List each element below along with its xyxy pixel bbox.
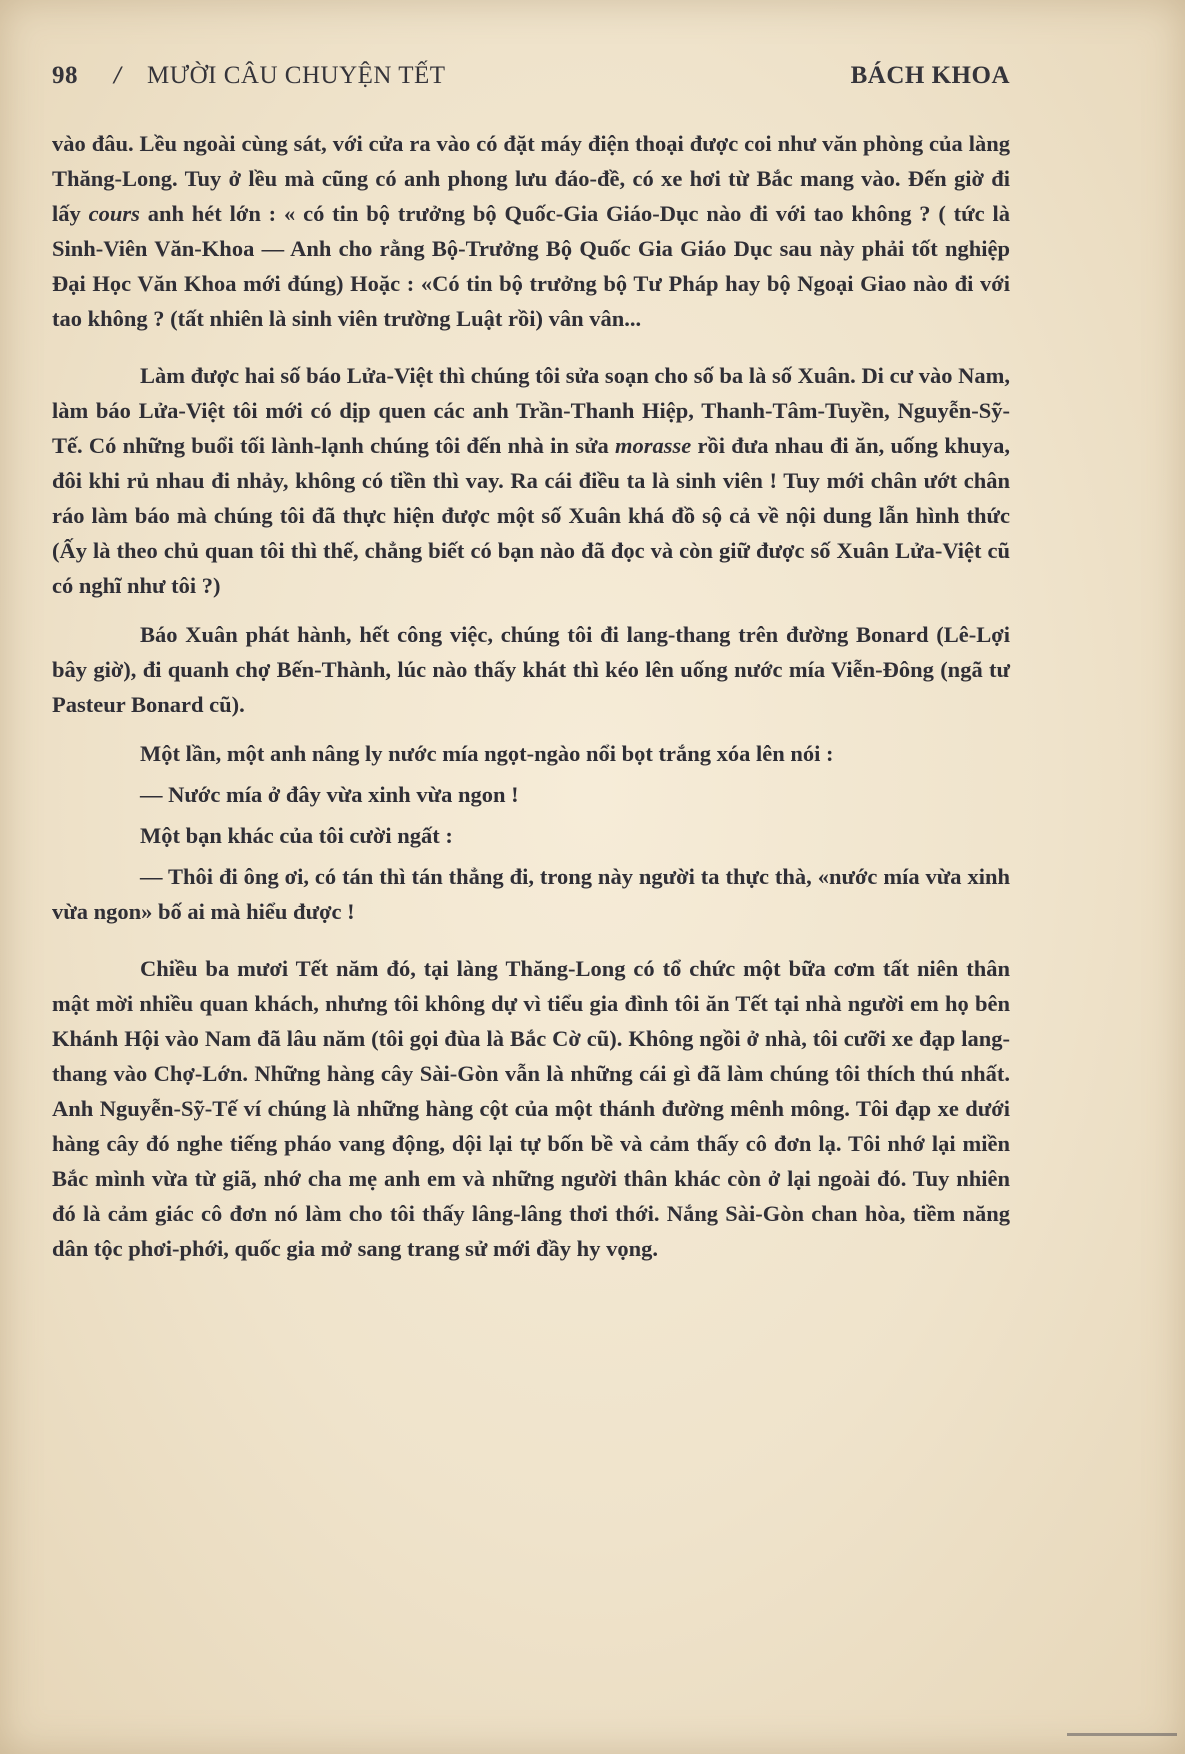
paragraph: Một bạn khác của tôi cười ngất : [140, 823, 453, 848]
dialogue-line: — Nước mía ở đây vừa xinh vừa ngon ! [140, 782, 519, 807]
dialogue-line: — Thôi đi ông ơi, có tán thì tán thẳng đi, trong này người ta thực thà, «nước mía vừa xinh vừa ngon» bố ai mà hiểu được ! [52, 864, 1010, 924]
magazine-name: BÁCH KHOA [850, 62, 1010, 89]
body-text [52, 126, 1010, 1266]
paragraph: Một lần, một anh nâng ly nước mía ngọt-ngào nổi bọt trắng xóa lên nói : [140, 741, 834, 766]
header-separator: / [114, 62, 122, 89]
paragraph: Báo Xuân phát hành, hết công việc, chúng tôi đi lang-thang trên đường Bonard (Lê-Lợi bây giờ), đi quanh chợ Bến-Thành, lúc nào thấy khát thì kéo lên uống nước mía Viễn-Đông (ngã tư Pasteur Bonard cũ). [52, 622, 1010, 717]
paragraph: Làm được hai số báo Lửa-Việt thì chúng tôi sửa soạn cho số ba là số Xuân. Di cư vào Nam, làm báo Lửa-Việt tôi mới có dịp quen các anh Trần-Thanh Hiệp, Thanh-Tâm-Tuyền, Nguyễn-Sỹ-Tế. Có những buổi tối lành-lạnh chúng tôi đến nhà in sửa morasse rồi đưa nhau đi ăn, uống khuya, đôi khi rủ nhau đi nhảy, không có tiền thì vay. Ra cái điều ta là sinh viên ! Tuy mới chân ướt chân ráo làm báo mà chúng tôi đã thực hiện được một số Xuân khá đồ sộ cả về nội dung lẫn hình thức (Ấy là theo chủ quan tôi thì thế, chẳng biết có bạn nào đã đọc và còn giữ được số Xuân Lửa-Việt cũ có nghĩ như tôi ?) [52, 363, 1010, 598]
scan-mark [1067, 1733, 1177, 1736]
paragraph: Chiều ba mươi Tết năm đó, tại làng Thăng-Long có tổ chức một bữa cơm tất niên thân mật mời nhiều quan khách, nhưng tôi không dự vì tiểu gia đình tôi ăn Tết tại nhà người em họ bên Khánh Hội vào Nam đã lâu năm (tôi gọi đùa là Bắc Cờ cũ). Không ngồi ở nhà, tôi cưỡi xe đạp lang-thang vào Chợ-Lớn. Những hàng cây Sài-Gòn vẫn là những cái gì đã làm chúng tôi thích thú nhất. Anh Nguyễn-Sỹ-Tế ví chúng là những hàng cột của một thánh đường mênh mông. Tôi đạp xe dưới hàng cây đó nghe tiếng pháo vang động, dội lại tự bốn bề và cảm thấy cô đơn lạ. Tôi nhớ lại miền Bắc mình vừa từ giã, nhớ cha mẹ anh em và những người thân khác còn ở lại ngoài đó. Tuy nhiên đó là cảm giác cô đơn nó làm cho tôi thấy lâng-lâng thơi thới. Nắng Sài-Gòn chan hòa, tiềm năng dân tộc phơi-phới, quốc gia mở sang trang sử mới đầy hy vọng. [52, 956, 1010, 1261]
running-header [52, 62, 1010, 98]
page-number: 98 [52, 62, 78, 89]
paragraph: vào đâu. Lều ngoài cùng sát, với cửa ra vào có đặt máy điện thoại được coi như văn phòng của làng Thăng-Long. Tuy ở lều mà cũng có anh phong lưu đáo-đề, có xe hơi từ Bắc mang vào. Đến giờ đi lấy cours anh hét lớn : « có tin bộ trưởng bộ Quốc-Gia Giáo-Dục nào đi với tao không ? ( tức là Sinh-Viên Văn-Khoa — Anh cho rằng Bộ-Trưởng Bộ Quốc Gia Giáo Dục sau này phải tốt nghiệp Đại Học Văn Khoa mới đúng) Hoặc : «Có tin bộ trưởng bộ Tư Pháp hay bộ Ngoại Giao nào đi với tao không ? (tất nhiên là sinh viên trường Luật rồi) vân vân... [52, 131, 1010, 331]
book-title: MƯỜI CÂU CHUYỆN TẾT [147, 62, 446, 89]
